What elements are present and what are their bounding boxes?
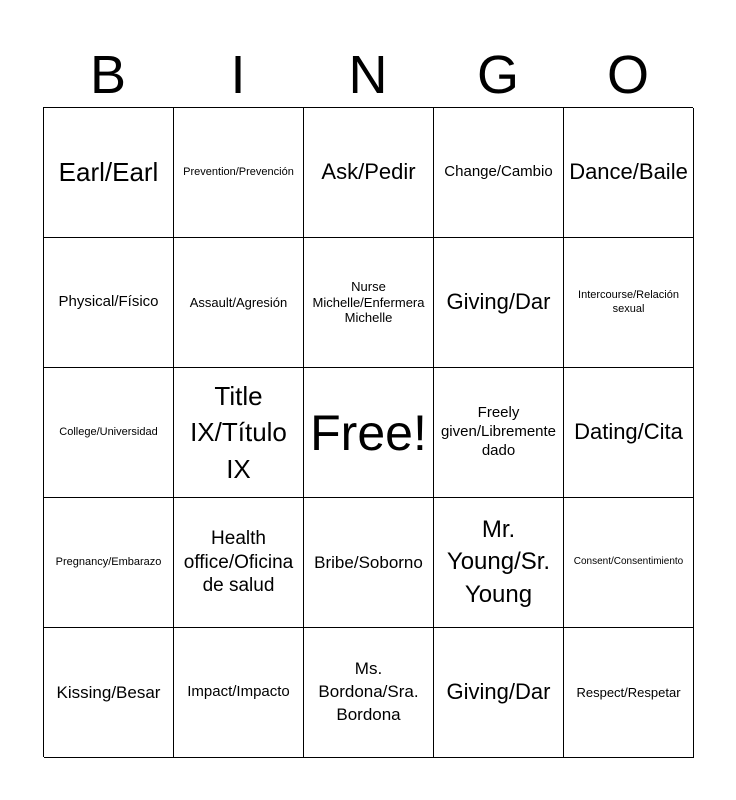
bingo-cell: Bribe/Soborno (304, 498, 434, 628)
bingo-cell: Title IX/Título IX (174, 368, 304, 498)
bingo-cell: Physical/Físico (44, 238, 174, 368)
bingo-cell: Dating/Cita (564, 368, 694, 498)
bingo-cell: College/Universidad (44, 368, 174, 498)
bingo-cell: Impact/Impacto (174, 628, 304, 758)
bingo-cell: Ms. Bordona/Sra. Bordona (304, 628, 434, 758)
bingo-cell: Change/Cambio (434, 108, 564, 238)
header-letter-g: G (476, 45, 519, 105)
bingo-cell: Earl/Earl (44, 108, 174, 238)
header-letter-i: I (230, 45, 246, 105)
bingo-cell: Kissing/Besar (44, 628, 174, 758)
bingo-cell: Giving/Dar (434, 628, 564, 758)
bingo-cell: Giving/Dar (434, 238, 564, 368)
header-letter-n: N (348, 45, 388, 105)
free-space-cell: Free! (304, 368, 434, 498)
header-letter-b: B (89, 45, 127, 105)
bingo-cell: Assault/Agresión (174, 238, 304, 368)
bingo-cell: Mr. Young/Sr. Young (434, 498, 564, 628)
bingo-cell: Respect/Respetar (564, 628, 694, 758)
bingo-cell: Intercourse/Relación sexual (564, 238, 694, 368)
bingo-cell: Ask/Pedir (304, 108, 434, 238)
bingo-cell: Consent/Consentimiento (564, 498, 694, 628)
bingo-board (43, 107, 693, 757)
header-letter-o: O (606, 45, 649, 105)
bingo-cell: Dance/Baile (564, 108, 694, 238)
bingo-cell: Freely given/Libremente dado (434, 368, 564, 498)
bingo-cell: Prevention/Prevención (174, 108, 304, 238)
bingo-cell: Health office/Oficina de salud (174, 498, 304, 628)
bingo-cell: Nurse Michelle/Enfermera Michelle (304, 238, 434, 368)
bingo-header (43, 44, 693, 106)
bingo-cell: Pregnancy/Embarazo (44, 498, 174, 628)
